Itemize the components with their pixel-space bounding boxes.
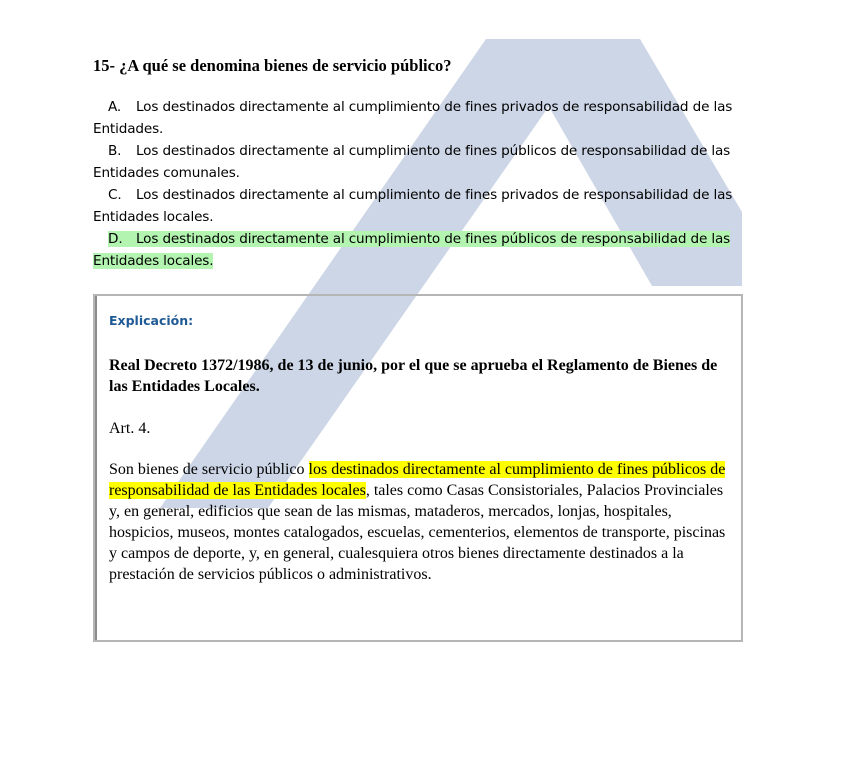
question-title: 15- ¿A qué se denomina bienes de servicio público? [93,56,452,75]
article-body [109,459,733,585]
option-text: Los destinados directamente al cumplimiento de fines privados de responsabilidad de las Entidades. [93,99,733,137]
option-d-correct[interactable] [93,228,743,272]
option-text: Los destinados directamente al cumplimiento de fines públicos de responsabilidad de las Entidades locales. [93,231,731,269]
article-highlighted-text: los destinados directamente al cumplimiento de fines públicos de responsabilidad de las Entidades locales [109,461,726,499]
decree-title: Real Decreto 1372/1986, de 13 de junio, por el que se aprueba el Reglamento de Bienes de las Entidades Locales. [109,357,718,395]
article-number: Art. 4. [109,420,151,437]
option-b[interactable] [93,140,743,184]
option-a[interactable] [93,96,743,140]
article-text-after: , tales como Casas Consistoriales, Palacios Provinciales y, en general, edificios que sean de las mismas, mataderos, mercados, lonjas, hospitales, hospicios, museos, montes catalogados, escuelas, cementerios, elementos de transporte, piscinas y campos de deporte, y, en general, cualesquiera otros bienes directamente destinados a la prestación de servicios públicos o administrativos. [109,482,726,583]
answer-options [93,96,743,272]
option-letter: B. [108,143,122,159]
option-letter: C. [108,187,122,203]
option-text: Los destinados directamente al cumplimiento de fines públicos de responsabilidad de las Entidades comunales. [93,143,731,181]
explanation-label: Explicación: [109,313,194,328]
option-letter: A. [108,99,122,115]
article-text-before: Son bienes de servicio público [109,461,309,478]
option-letter: D. [108,231,123,247]
option-c[interactable] [93,184,743,228]
option-text: Los destinados directamente al cumplimiento de fines privados de responsabilidad de las Entidades locales. [93,187,733,225]
explanation-box [93,294,743,642]
